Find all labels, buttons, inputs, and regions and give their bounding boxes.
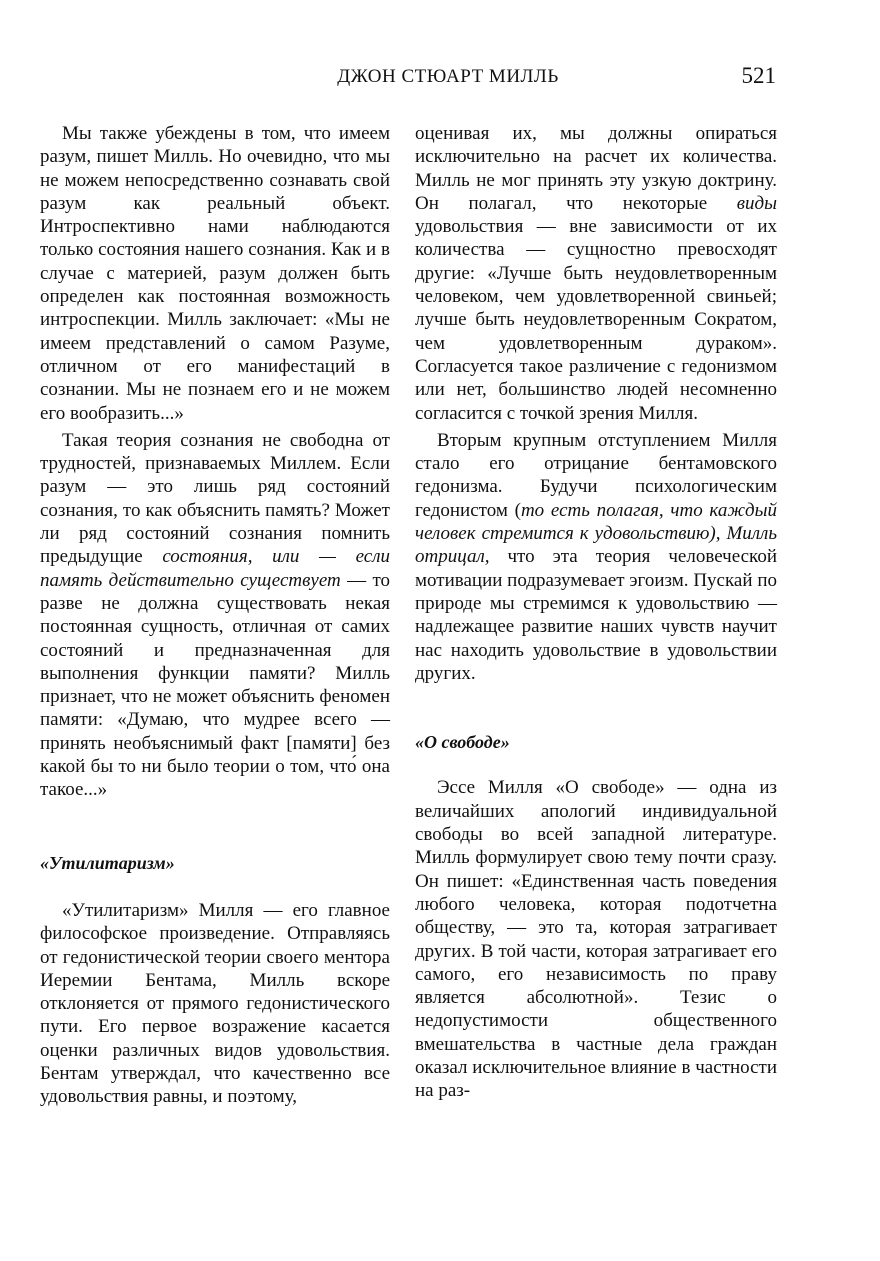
italic-text: то есть полагая, что каждый человек стремится к удовольствию), Милль отрицал, bbox=[415, 499, 777, 568]
paragraph-kinds-of-pleasure bbox=[415, 122, 777, 425]
paragraph-mind-introspection: Мы также убеждены в том, что имеем разум, пишет Милль. Но очевидно, что мы не можем непосредственно сознавать свой разум как реальный объект. Интроспективно нами наблюдаются только состояния нашего сознания. Как и в случае с материей, разум должен быть определен как постоянная возможность интроспекции. Милль заключает: «Мы не имеем представлений о самом Разуме, отличном от его манифестаций в сознании. Мы не познаем его и не можем его вообразить...» bbox=[40, 123, 390, 424]
paragraph-text: удовольствия — вне зависимости от их количества — сущностно превосходят другие: «Лучше быть неудовлетворенным человеком, чем удовлетворенной свиньей; лучше быть неудовлетворенным Сократом, чем удовлетворенным дураком». Согласуется такое различение с гедонизмом или нет, большинство людей несомненно согласится с точкой зрения Милля. bbox=[415, 216, 777, 424]
paragraph-utilitarianism: «Утилитаризм» Милля — его главное философское произведение. Отправляясь от гедонистической теории своего ментора Иеремии Бентама, Милль вскоре отклоняется от прямого гедонистического пути. Его первое возражение касается оценки различных видов удовольствия. Бентам утверждал, что качественно все удовольствия равны, и поэтому, bbox=[40, 899, 390, 1108]
section-heading-on-liberty: «О свободе» bbox=[415, 732, 510, 753]
page-number: 521 bbox=[741, 63, 776, 88]
italic-text: состояния, или — если память действительно существует bbox=[40, 546, 390, 591]
paragraph-text: оценивая их, мы должны опираться исключительно на расчет их количества. Милль не мог принять эту узкую доктрину. Он полагал, что некоторые bbox=[415, 123, 777, 214]
paragraph-text: Вторым крупным отступлением Милля стало его отрицание бентамовского гедонизма. Будучи психологическим гедонистом ( bbox=[415, 429, 777, 521]
paragraph-theory-of-consciousness bbox=[40, 429, 390, 802]
paragraph-egoism-rejection bbox=[415, 429, 777, 685]
italic-text: виды bbox=[736, 192, 777, 214]
left-column bbox=[40, 122, 390, 1113]
section-heading-utilitarianism: «Утилитаризм» bbox=[40, 852, 175, 873]
paragraph-on-liberty: Эссе Милля «О свободе» — одна из величайших апологий индивидуальной свободы во всей западной литературе. Милль формулирует свою тему почти сразу. Он пишет: «Единственная часть поведения любого человека, которая подотчетна обществу, — это та, которая затрагивает других. В той части, которая затрагивает его самого, его независимость по праву является абсолютной». Тезис о недопустимости общественного вмешательства в частные дела граждан оказал исключительное влияние в частности на раз- bbox=[415, 777, 777, 1102]
running-title: ДЖОН СТЮАРТ МИЛЛЬ bbox=[337, 66, 559, 87]
paragraph-text: Такая теория сознания не свободна от трудностей, признаваемых Миллем. Если разум — это лишь ряд состояний сознания, то как объяснить память? Может ли ряд состояний сознания помнить предыдущие bbox=[40, 429, 390, 568]
paragraph-text: что эта теория человеческой мотивации подразумевает эгоизм. Пускай по природе мы стремимся к удовольствию — надлежащее развитие наших чувств научит нас находить удовольствие в удовольствии других. bbox=[415, 546, 777, 684]
page-header bbox=[40, 63, 776, 96]
right-column bbox=[415, 122, 777, 1107]
paragraph-text: — то разве не должна существовать некая постоянная сущность, отличная от самих состояний и предназначенная для выполнения функции памяти? Милль признает, что не может объяснить феномен памяти: «Думаю, что мудрее всего — принять необъяснимый факт [памяти] без какой бы то ни было теории о том, что́ она такое...» bbox=[40, 569, 390, 801]
